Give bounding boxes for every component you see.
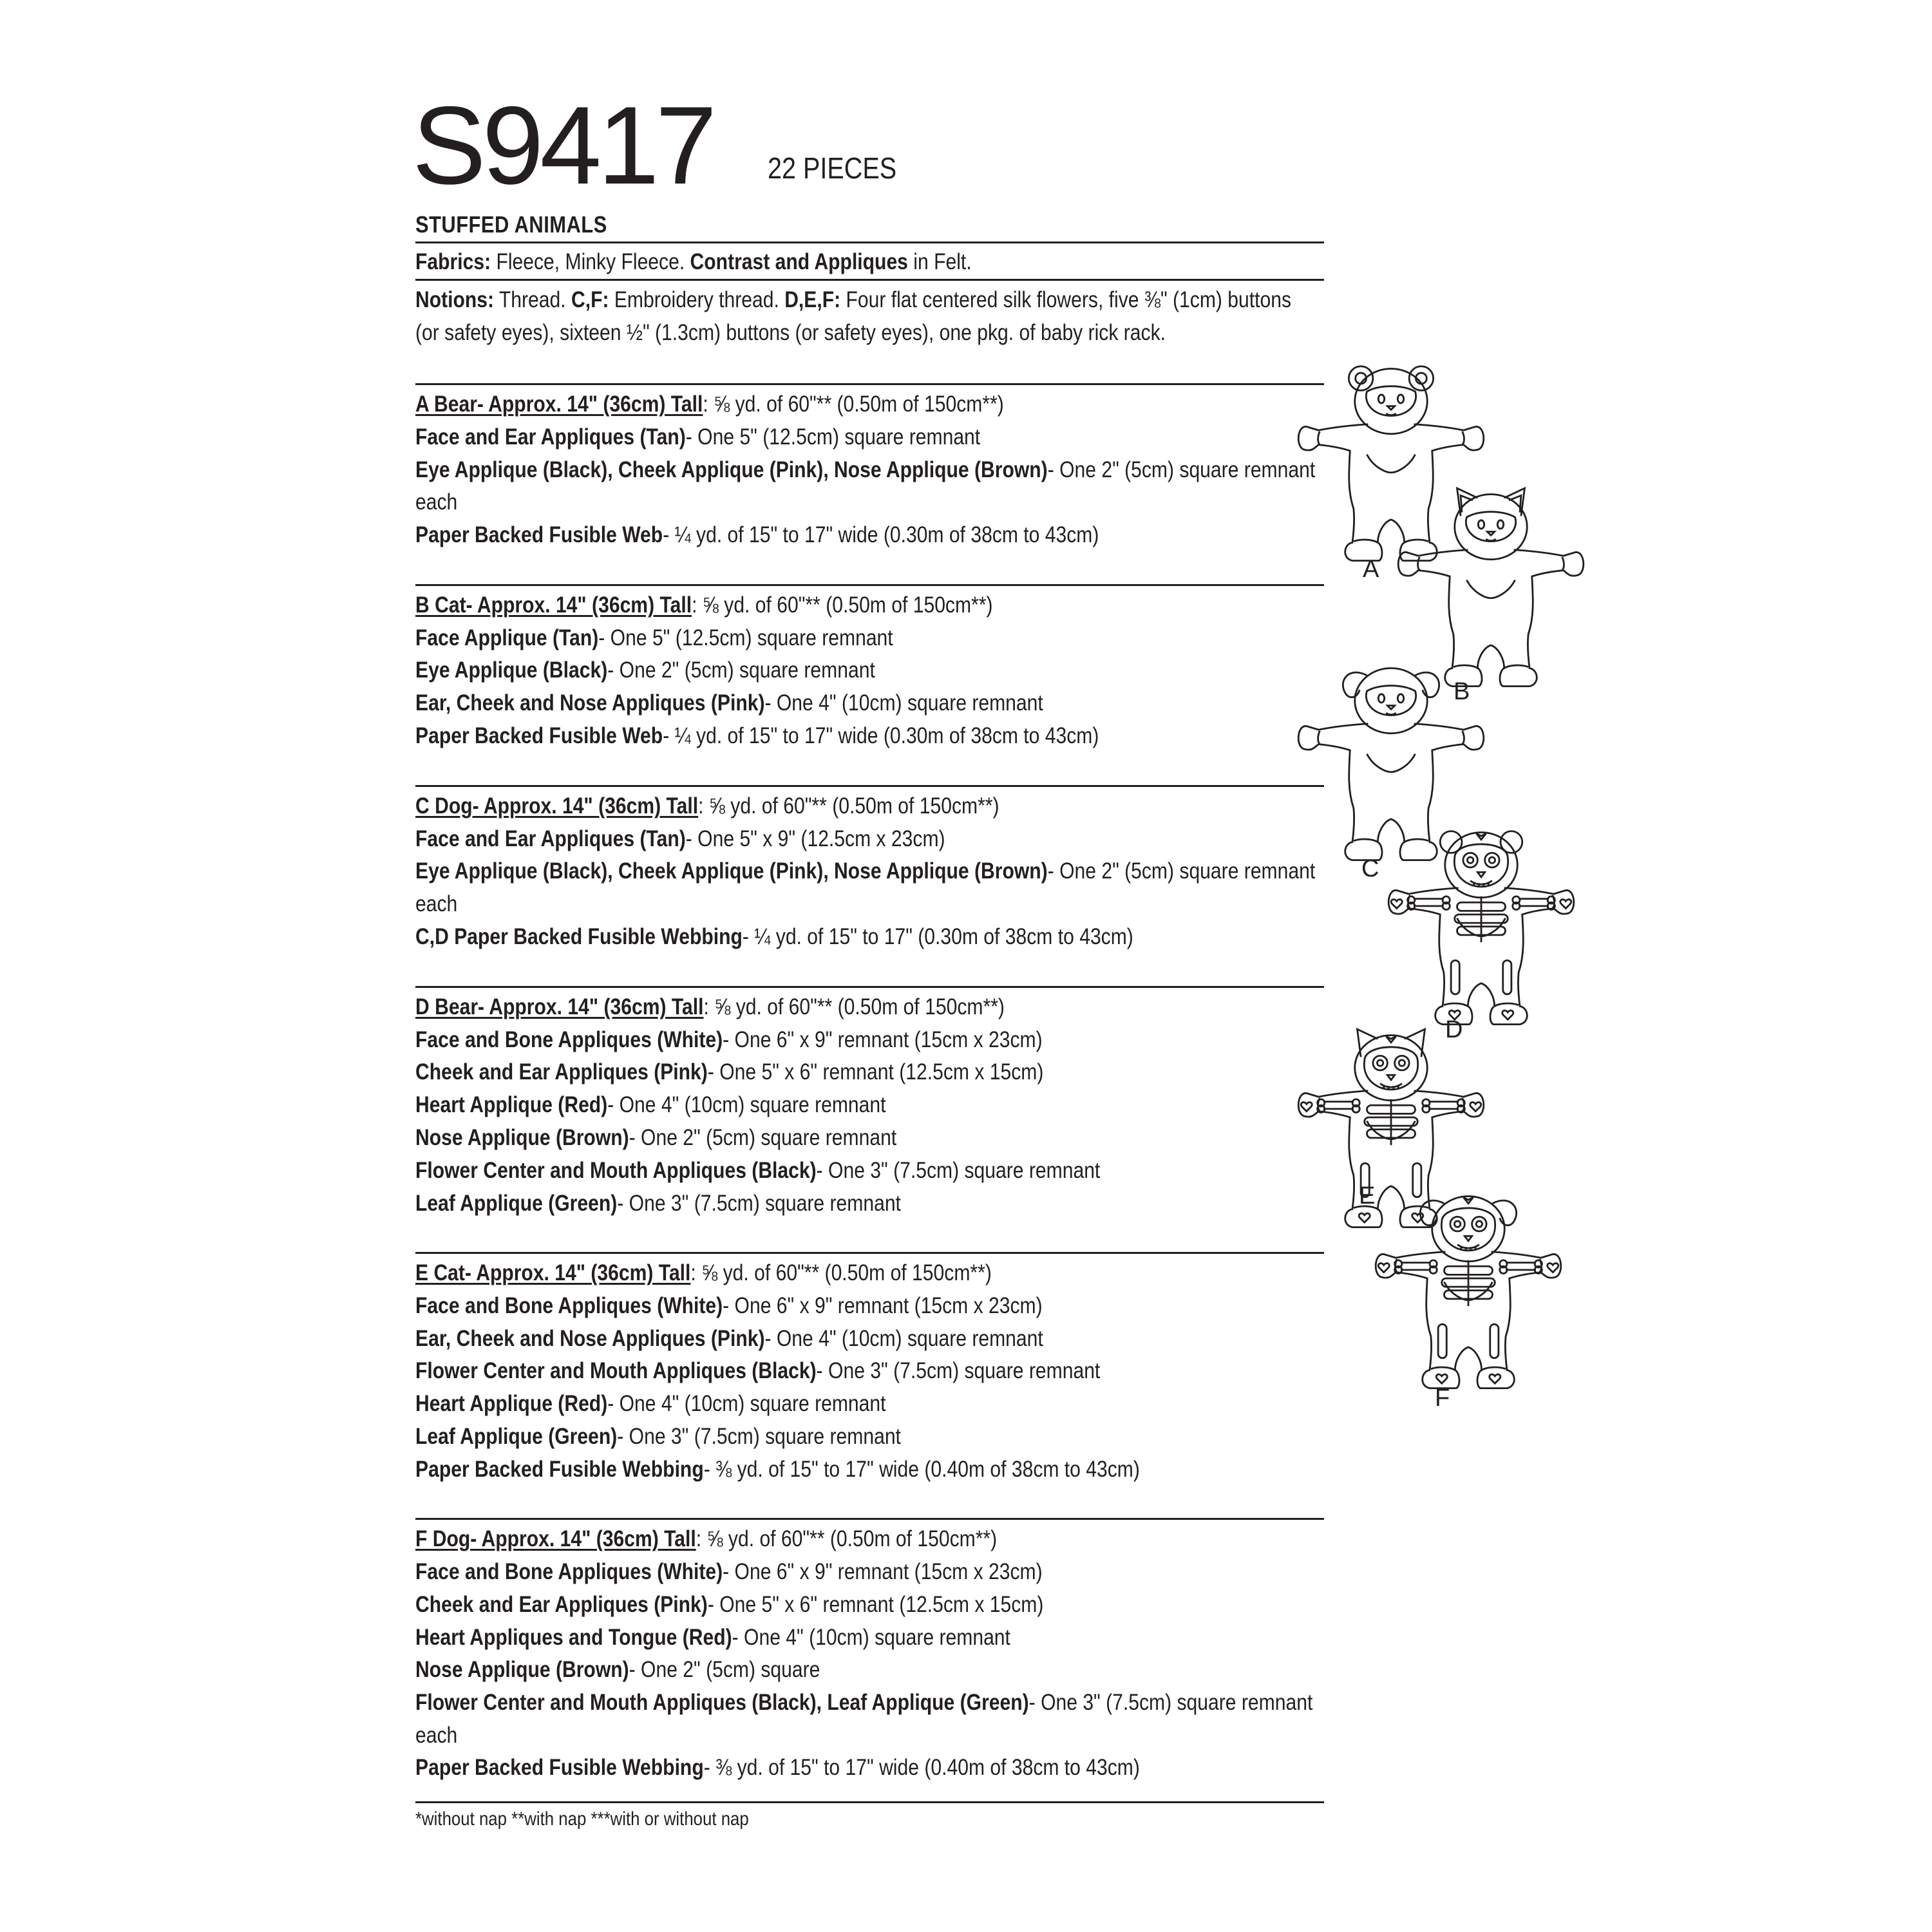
section-a-line — [415, 519, 1099, 551]
requirement-amount: - One 4" (10cm) square remnant — [607, 1092, 886, 1117]
section-e-line — [415, 1388, 886, 1420]
section-d-line — [415, 1122, 896, 1154]
view-b-heading: B Cat- Approx. 14" (36cm) Tall — [415, 592, 692, 618]
section-b-line — [415, 654, 875, 687]
pattern-subtitle: STUFFED ANIMALS — [415, 211, 607, 238]
requirement-amount: - One 6" x 9" remnant (15cm x 23cm) — [723, 1293, 1043, 1318]
section-b-line — [415, 687, 1043, 719]
requirement-amount: - One 3" (7.5cm) square remnant — [816, 1358, 1101, 1383]
section-f-line — [415, 1589, 1043, 1621]
divider — [415, 1518, 1324, 1520]
view-label-f: F — [1435, 1385, 1450, 1412]
section-c-line — [415, 855, 1315, 887]
requirement-label: Paper Backed Fusible Web — [415, 522, 663, 547]
divider — [415, 383, 1324, 385]
divider — [415, 1801, 1324, 1803]
requirement-amount: - One 3" (7.5cm) square remnant — [1028, 1690, 1313, 1715]
view-d-heading: D Bear- Approx. 14" (36cm) Tall — [415, 994, 704, 1019]
requirement-label: Heart Appliques and Tongue (Red) — [415, 1625, 732, 1650]
section-d-line — [415, 1024, 1043, 1056]
view-e-heading: E Cat- Approx. 14" (36cm) Tall — [415, 1260, 691, 1285]
view-c-heading: C Dog- Approx. 14" (36cm) Tall — [415, 793, 699, 819]
requirement-amount: - One 3" (7.5cm) square remnant — [617, 1424, 901, 1449]
requirement-label: Cheek and Ear Appliques (Pink) — [415, 1592, 708, 1617]
requirement-label: Face and Ear Appliques (Tan) — [415, 826, 686, 851]
section-e-line — [415, 1290, 1043, 1322]
requirement-amount: - ⅜ yd. of 15" to 17" wide (0.40m of 38cm to 43cm) — [703, 1755, 1140, 1780]
requirement-label: Face and Ear Appliques (Tan) — [415, 424, 686, 450]
requirement-amount: - One 4" (10cm) square remnant — [764, 690, 1043, 715]
view-a-yardage: : ⅝ yd. of 60"** (0.50m of 150cm**) — [703, 392, 1004, 417]
requirement-label: Nose Applique (Brown) — [415, 1657, 629, 1682]
section-e-line — [415, 1355, 1100, 1387]
divider — [415, 242, 1324, 243]
notions-text: Four flat centered silk flowers, five ⅜" (1cm) buttons — [840, 287, 1292, 312]
section-a-line — [415, 454, 1315, 486]
requirement-amount: - ⅜ yd. of 15" to 17" wide (0.40m of 38cm to 43cm) — [703, 1457, 1140, 1482]
requirement-label: Heart Applique (Red) — [415, 1092, 608, 1117]
notions-text: Thread. — [494, 287, 571, 312]
section-f-line — [415, 1654, 820, 1686]
requirement-amount: - One 6" x 9" remnant (15cm x 23cm) — [723, 1027, 1043, 1052]
requirement-amount: - One 4" (10cm) square remnant — [607, 1391, 886, 1416]
section-b-line — [415, 720, 1099, 752]
nap-footnote: *without nap **with nap ***with or without nap — [415, 1808, 749, 1830]
section-d-line — [415, 1155, 1100, 1187]
requirement-amount: - One 4" (10cm) square remnant — [732, 1625, 1010, 1650]
requirement-label: Flower Center and Mouth Appliques (Black) — [415, 1158, 817, 1183]
requirement-amount: - One 2" (5cm) square remnant — [629, 1125, 897, 1150]
section-d-line — [415, 1188, 901, 1220]
divider — [415, 986, 1324, 988]
requirement-label: Eye Applique (Black), Cheek Applique (Pink), Nose Applique (Brown) — [415, 858, 1048, 884]
section-f-line — [415, 1752, 1140, 1784]
view-c-yardage: : ⅝ yd. of 60"** (0.50m of 150cm**) — [698, 793, 999, 819]
view-label-a: A — [1363, 556, 1379, 583]
section-f-line — [415, 1687, 1312, 1719]
requirement-amount: - One 5" (12.5cm) square remnant — [685, 424, 981, 450]
notions-views-def: D,E,F: — [784, 287, 841, 312]
view-e-yardage: : ⅝ yd. of 60"** (0.50m of 150cm**) — [690, 1260, 992, 1285]
view-label-b: B — [1454, 678, 1470, 705]
section-c-line: each — [415, 891, 458, 916]
section-c-title — [415, 790, 999, 822]
notions-text: Embroidery thread. — [609, 287, 785, 312]
notions-views-cf: C,F: — [571, 287, 609, 312]
requirement-label: C,D Paper Backed Fusible Webbing — [415, 924, 743, 949]
requirement-amount: - One 5" x 6" remnant (12.5cm x 15cm) — [707, 1059, 1044, 1084]
requirement-amount: - One 2" (5cm) square remnant — [1047, 457, 1316, 482]
view-label-d: D — [1445, 1016, 1463, 1043]
requirement-amount: - One 2" (5cm) square — [629, 1657, 820, 1682]
requirement-amount: - One 5" (12.5cm) square remnant — [598, 625, 893, 650]
requirement-label: Eye Applique (Black), Cheek Applique (Pink), Nose Applique (Brown) — [415, 457, 1048, 482]
requirement-label: Ear, Cheek and Nose Appliques (Pink) — [415, 690, 765, 715]
requirement-amount: - One 5" x 6" remnant (12.5cm x 15cm) — [707, 1592, 1044, 1617]
requirement-amount: - ¼ yd. of 15" to 17" (0.30m of 38cm to 43cm) — [742, 924, 1133, 949]
requirement-label: Paper Backed Fusible Webbing — [415, 1457, 704, 1482]
section-d-line — [415, 1056, 1043, 1088]
requirement-label: Face Applique (Tan) — [415, 625, 599, 650]
view-d-yardage: : ⅝ yd. of 60"** (0.50m of 150cm**) — [703, 994, 1005, 1019]
section-d-line — [415, 1089, 886, 1121]
requirement-amount: - One 3" (7.5cm) square remnant — [816, 1158, 1101, 1183]
requirement-amount: - ¼ yd. of 15" to 17" wide (0.30m of 38cm to 43cm) — [663, 723, 1099, 748]
requirement-label: Nose Applique (Brown) — [415, 1125, 629, 1150]
pattern-number: S9417 — [412, 84, 714, 207]
section-c-line — [415, 823, 945, 855]
view-f-yardage: : ⅝ yd. of 60"** (0.50m of 150cm**) — [696, 1526, 998, 1551]
section-e-title — [415, 1257, 992, 1289]
notions-label: Notions: — [415, 287, 495, 312]
section-b-line — [415, 622, 893, 654]
fabrics-label: Fabrics: — [415, 249, 491, 274]
requirement-label: Flower Center and Mouth Appliques (Black) — [415, 1358, 817, 1383]
requirement-label: Cheek and Ear Appliques (Pink) — [415, 1059, 708, 1084]
section-a-line — [415, 421, 980, 453]
requirement-label: Ear, Cheek and Nose Appliques (Pink) — [415, 1326, 765, 1351]
requirement-label: Paper Backed Fusible Web — [415, 723, 663, 748]
view-a-heading: A Bear- Approx. 14" (36cm) Tall — [415, 392, 703, 417]
requirement-label: Face and Bone Appliques (White) — [415, 1293, 723, 1318]
dog-figure-icon — [1372, 1185, 1565, 1391]
requirement-amount: - One 5" x 9" (12.5cm x 23cm) — [685, 826, 945, 851]
view-label-c: C — [1361, 855, 1379, 882]
pieces-count: 22 PIECES — [768, 151, 897, 185]
divider — [415, 584, 1324, 586]
section-f-title — [415, 1523, 997, 1555]
section-e-line — [415, 1454, 1140, 1486]
requirement-label: Flower Center and Mouth Appliques (Black), Leaf Applique (Green) — [415, 1690, 1029, 1715]
section-d-title — [415, 991, 1005, 1023]
fabrics-contrast-label: Contrast and Appliques — [690, 249, 908, 274]
requirement-amount: - One 6" x 9" remnant (15cm x 23cm) — [723, 1559, 1043, 1584]
divider — [415, 279, 1324, 281]
fabrics-line — [415, 246, 972, 278]
fabrics-text: Fleece, Minky Fleece. — [491, 249, 690, 274]
view-label-e: E — [1359, 1182, 1376, 1209]
notions-line-2: (or safety eyes), sixteen ½" (1.3cm) buttons (or safety eyes), one pkg. of baby rick rack. — [415, 320, 1166, 345]
section-f-line — [415, 1556, 1043, 1588]
requirement-amount: - One 3" (7.5cm) square remnant — [617, 1191, 901, 1216]
requirement-amount: - One 4" (10cm) square remnant — [764, 1326, 1043, 1351]
divider — [415, 1252, 1324, 1254]
requirement-amount: - One 2" (5cm) square remnant — [607, 658, 875, 683]
requirement-label: Paper Backed Fusible Webbing — [415, 1755, 704, 1780]
view-f-heading: F Dog- Approx. 14" (36cm) Tall — [415, 1526, 696, 1551]
section-a-line: each — [415, 489, 458, 515]
requirement-label: Face and Bone Appliques (White) — [415, 1027, 723, 1052]
fabrics-contrast-text: in Felt. — [907, 249, 972, 274]
section-f-line: each — [415, 1723, 458, 1748]
notions-line — [415, 284, 1291, 316]
requirement-label: Leaf Applique (Green) — [415, 1424, 618, 1449]
requirement-amount: - One 2" (5cm) square remnant — [1047, 858, 1316, 884]
divider — [415, 785, 1324, 787]
section-e-line — [415, 1323, 1043, 1355]
requirement-label: Face and Bone Appliques (White) — [415, 1559, 723, 1584]
requirement-label: Eye Applique (Black) — [415, 658, 608, 683]
bone-applique-icon — [1385, 821, 1578, 1027]
requirement-amount: - ¼ yd. of 15" to 17" wide (0.30m of 38cm to 43cm) — [663, 522, 1099, 547]
requirement-label: Heart Applique (Red) — [415, 1391, 608, 1416]
section-e-line — [415, 1421, 901, 1453]
section-a-title — [415, 388, 1004, 421]
requirement-label: Leaf Applique (Green) — [415, 1191, 618, 1216]
section-b-title — [415, 589, 993, 621]
view-b-yardage: : ⅝ yd. of 60"** (0.50m of 150cm**) — [692, 592, 993, 618]
section-c-line — [415, 921, 1133, 953]
section-f-line — [415, 1622, 1010, 1654]
